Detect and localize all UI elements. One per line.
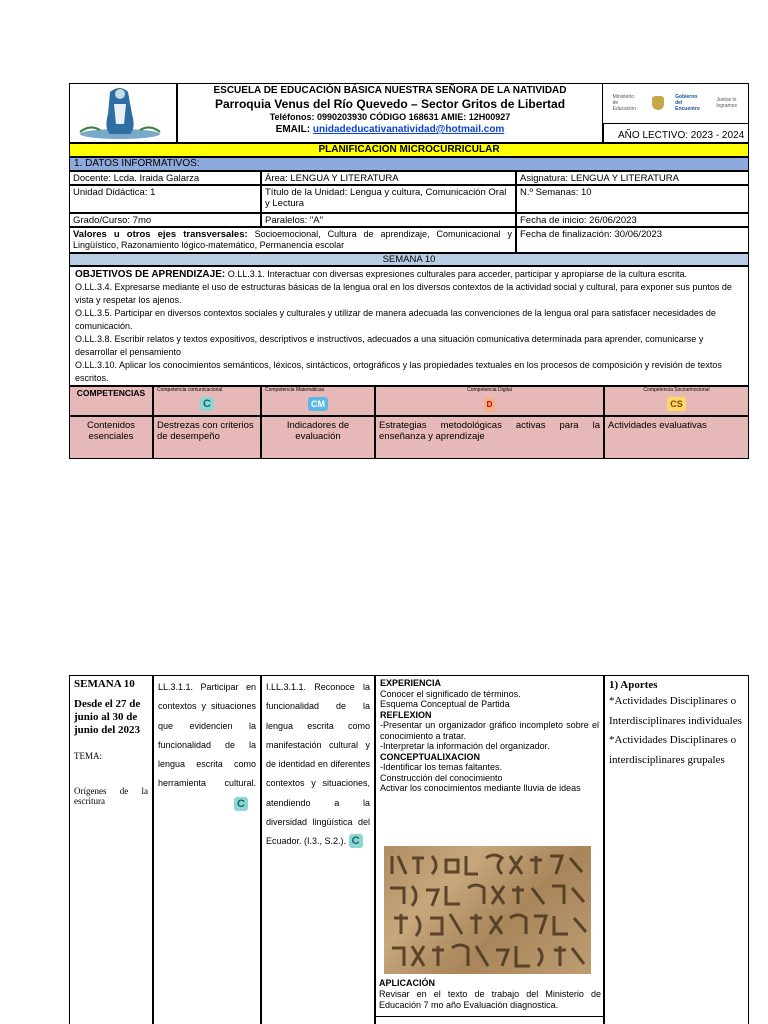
hieroglyphs-icon	[384, 846, 591, 974]
valores-value: Socioemocional, Cultura de aprendizaje, Comunicacional y Lingüístico, Razonamiento lógico-matemático, Permanencia escolar	[73, 229, 512, 250]
competencia-digital	[375, 386, 604, 416]
competencia-matematica	[261, 386, 375, 416]
competencia-d-icon: D	[484, 398, 496, 412]
reflexion-1: -Presentar un organizador gráfico incompleto sobre el conocimiento a tratar.	[380, 720, 599, 741]
col-actividades: Actividades evaluativas	[604, 416, 749, 459]
aportes-2: *Actividades Disciplinares o interdisciplinares grupales	[609, 734, 737, 766]
school-parish: Parroquia Venus del Río Quevedo – Sector Gritos de Libertad	[214, 97, 566, 111]
aportes-label: 1) Aportes	[609, 679, 658, 691]
objetivo-2: O.LL.3.4. Expresarse mediante el uso de estructuras básicas de la lengua oral en los diversos contextos de la actividad social y cultural, para exponer sus puntos de vista y respetar los ajenos.	[75, 282, 732, 305]
asignatura: Asignatura: LENGUA Y LITERATURA	[516, 171, 749, 185]
aportes-1: *Actividades Disciplinares o Interdisciplinares individuales	[609, 695, 742, 727]
plan-title: PLANIFICACIÓN MICROCURRICULAR	[69, 143, 749, 157]
tema-label: TEMA:	[74, 751, 102, 761]
titulo-value: Lengua y cultura, Comunicación Oral y Lectura	[265, 187, 507, 209]
reflexion-2: -Interpretar la información del organizador.	[380, 741, 550, 751]
experiencia-2: Esquema Conceptual de Partida	[380, 699, 510, 709]
valores-label: Valores u otros ejes transversales:	[73, 229, 248, 240]
competencia-socioemocional-label: Competencia Socioemocional	[643, 387, 710, 393]
indicador-column	[261, 675, 375, 1024]
gobierno-logo-text: Gobierno del Encuentro	[675, 94, 700, 112]
fecha-inicio: Fecha de inicio: 26/06/2023	[516, 213, 749, 227]
conceptualizacion-label: CONCEPTUALIXACION	[380, 751, 481, 762]
indicador-value: I.LL.3.1.1. Reconoce la funcionalidad de la lengua escrita como manifestación cultural y de identidad en diferentes contextos y situaciones, atendiendo a la diversidad lingüística del Ecuador. (I.3., S.2.).	[266, 682, 370, 847]
week-column	[69, 675, 153, 1024]
conceptualizacion-3: Activar los conocimientos mediante lluvia de ideas	[380, 783, 581, 793]
info-section-title: 1. DATOS INFORMATIVOS:	[69, 157, 749, 171]
school-header	[177, 83, 603, 143]
competencia-matematica-label: Competencia Matemáticas	[265, 387, 325, 393]
objetivo-5: O.LL.3.10. Aplicar los conocimientos semánticos, léxicos, sintácticos, ortográficos y las propiedades textuales en los procesos de composición y revisión de textos escritos.	[75, 360, 722, 383]
fecha-fin: Fecha de finalización: 30/06/2023	[516, 227, 749, 253]
destreza-text: LL.3.1.1. Participar en contextos y situaciones que evidencien la funcionalidad de la lengua escrita como herramienta cultural.	[158, 682, 256, 789]
email-label: EMAIL:	[275, 124, 313, 135]
email-link[interactable]: unidadeducativanatividad@hotmail.com	[312, 124, 505, 135]
actividades-column	[604, 675, 749, 1024]
col-estrategias: Estrategias metodológicas activas para la enseñanza y aprendizaje	[375, 416, 604, 459]
competencia-cs-icon: CS	[667, 397, 686, 411]
aplicacion-block	[379, 978, 601, 1011]
conceptualizacion-1: -Identificar los temas faltantes.	[380, 762, 503, 772]
competencia-cm-icon: CM	[308, 397, 328, 411]
aplicacion-label: APLICACIÓN	[379, 978, 435, 988]
hieroglyphs-image	[384, 846, 591, 974]
week-title: SEMANA 10	[74, 678, 135, 690]
juntos-logo-text: Juntos lo logramos	[716, 97, 737, 109]
virgin-mary-logo-icon	[70, 84, 170, 140]
experiencia-label: EXPERIENCIA	[380, 678, 442, 688]
unidad: Unidad Didáctica: 1	[69, 185, 261, 213]
school-phones: Teléfonos: 0990203930 CÓDIGO 168631 AMIE: 12H00927	[269, 112, 511, 122]
ministerio-logo-text: Ministerio de Educación	[612, 94, 636, 112]
destreza-column	[153, 675, 261, 1024]
ecuador-shield-icon	[652, 96, 664, 110]
destreza-c-icon: C	[234, 797, 248, 811]
area: Área: LENGUA Y LITERATURA	[261, 171, 516, 185]
col-destrezas: Destrezas con criterios de desempeño	[153, 416, 261, 459]
competencia-socioemocional	[604, 386, 749, 416]
objetivo-1: O.LL.3.1. Interactuar con diversas expresiones culturales para acceder, participar y apropiarse de la cultura escrita.	[225, 269, 687, 279]
school-logo-cell	[69, 83, 177, 143]
indicador-c-icon: C	[349, 834, 363, 848]
experiencia-1: Conocer el significado de términos.	[380, 688, 521, 699]
objetivos	[69, 266, 749, 386]
school-year	[603, 123, 749, 143]
grado: Grado/Curso: 7mo	[69, 213, 261, 227]
tema-value: Orígenes de la escritura	[74, 786, 148, 806]
competencia-c-icon: C	[200, 397, 214, 411]
school-email-line	[178, 123, 602, 136]
school-name: ESCUELA DE EDUCACIÓN BÁSICA NUESTRA SEÑORA DE LA NATIVIDAD	[213, 85, 567, 96]
objetivo-3: O.LL.3.5. Participar en diversos contextos sociales y culturales y utilizar de manera adecuada las convenciones de la lengua oral para satisfacer necesidades de comunicación.	[75, 308, 716, 331]
competencia-digital-label: Competencia Digital	[467, 387, 512, 393]
week-dates: Desde el 27 de junio al 30 de junio del 2023	[74, 698, 141, 736]
titulo-label: Título de la Unidad:	[265, 187, 348, 198]
paralelos: Paralelos: "A"	[261, 213, 516, 227]
competencias-label: COMPETENCIAS	[69, 386, 153, 416]
semanas: N.º Semanas: 10	[516, 185, 749, 213]
docente: Docente: Lcda. Iraida Galarza	[69, 171, 261, 185]
col-contenidos: Contenidos esenciales	[69, 416, 153, 459]
competencia-comunicacional	[153, 386, 261, 416]
objetivo-4: O.LL.3.8. Escribir relatos y textos expositivos, descriptivos e instructivos, adecuados a una situación comunicativa determinada para aprender, comunicarse y desarrollar el pensamiento	[75, 334, 704, 357]
government-logos	[603, 83, 749, 123]
aplicacion-text: Revisar en el texto de trabajo del Ministerio de Educación 7 mo año Evaluación diagnostica.	[379, 989, 601, 1010]
school-year-text: AÑO LECTIVO: 2023 - 2024	[618, 130, 745, 141]
objetivos-label: OBJETIVOS DE APRENDIZAJE:	[75, 269, 226, 280]
reflexion-label: REFLEXION	[380, 709, 432, 720]
aplicacion-divider	[375, 1016, 604, 1017]
indicador-text	[266, 678, 370, 852]
conceptualizacion-2: Construcción del conocimiento	[380, 772, 503, 783]
valores	[69, 227, 516, 253]
semana-bar: SEMANA 10	[69, 253, 749, 266]
competencia-comunicacional-label: Competencia comunicacional	[157, 387, 223, 393]
col-indicadores: Indicadores de evaluación	[261, 416, 375, 459]
titulo-unidad	[261, 185, 516, 213]
